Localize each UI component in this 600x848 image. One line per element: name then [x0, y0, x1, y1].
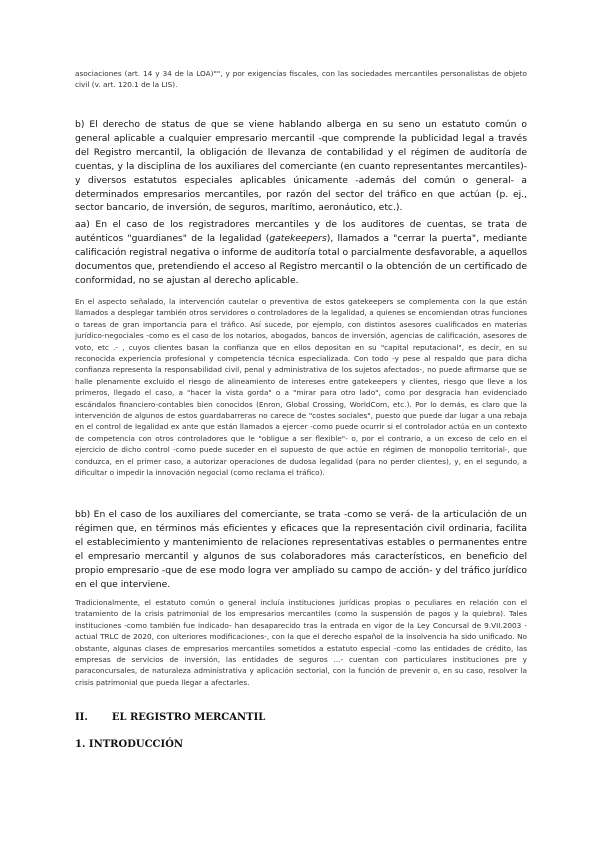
section-heading-number: II. [75, 712, 88, 723]
paragraph-note-gatekeepers: En el aspecto señalado, la intervención cautelar o preventiva de estos gatekeepers se complementa con la que están llamados a desplegar también otros servidores o controladores de la legalidad, a quienes se encomiendan otras funciones o tareas de gran importancia para el tráfico. Así sucede, por ejemplo, con distintos asesores cualificados en materias jurídico-negociales -como es el caso de los notarios, abogados, bancos de inversión, agencias de calificación, asesores de voto, etc .- , cuyos clientes basan la confianza que en ellos depositan en su "capital reputacional", es decir, en su reconocida experiencia profesional y competencia técnica especializada. Con todo -y pese al respaldo que para dicha confianza representa la responsabilidad civil, penal y administrativa de los sujetos afectados-, no puede afirmarse que se halle plenamente excluido el riesgo de alineamiento de intereses entre gatekeepers y clientes, riesgo que lleve a los primeros, llegado el caso, a "hacer la vista gorda" o a "mirar para otro lado", como por desgracia han evidenciado escándalos financiero-contables bien conocidos (Enron, Global Crossing, WorldCom, etc.). Por lo demás, es claro que la intervención de algunos de estos guardabarreras no carece de "costes sociales", puesto que puede dar lugar a una rebaja en el control de legalidad ex ante que están llamados a ejercer -como puede ocurrir si el controlador actúa en un contexto de competencia con otros controladores que le "obligue a ser flexible"- o, por el contrario, a un exceso de celo en el ejercicio de dicho control -como puede suceder en el supuesto de que actúe en régimen de monopolio territorial-, que conduzca, en el primer caso, a autorizar operaciones de dudosa legalidad (para no perder clientes), y, en el segundo, a dificultar o impedir la innovación negocial (como reclama el tráfico). [75, 297, 527, 478]
paragraph-continuation: asociaciones (art. 14 y 34 de la LOA)"", y por exigencias fiscales, con las sociedades mercantiles personalistas de objeto civil (v. art. 120.1 de la LIS). [75, 69, 527, 90]
paragraph-bb: bb) En el caso de los auxiliares del comerciante, se trata -como se verá- de la articulación de un régimen que, en términos más eficientes y eficaces que la representación civil ordinaria, facilita el establecimiento y mantenimiento de relaciones representativas estables o permanentes entre el empresario mercantil y algunos de sus colaboradores más característicos, en beneficio del propio empresario -que de ese modo logra ver ampliado su campo de acción- y del tráfico jurídico en el que interviene. [75, 509, 527, 590]
section-heading-title: EL REGISTRO MERCANTIL [111, 712, 266, 723]
paragraph-aa [75, 218, 527, 288]
paragraph-aa-text-2: ), llamados a "cerrar la puerta", mediante calificación registral negativa o informe de auditoría total o parcialmente desfavorable, a aquellos documentos que, pretendiendo el acceso al Registro mercantil o la obtención de un certificado de conformidad, no se ajustan al derecho aplicable. [75, 232, 527, 286]
paragraph-aa-emphasis: gatekeepers [269, 232, 327, 244]
subsection-heading: 1. INTRODUCCIÓN [75, 739, 184, 750]
section-heading [75, 712, 265, 723]
paragraph-note-insolvency: Tradicionalmente, el estatuto común o general incluía instituciones jurídicas propias o peculiares en relación con el tratamiento de la crisis patrimonial de los empresarios mercantiles (como la suspensión de pagos y la quiebra). Tales instituciones -como también fue indicado- han desaparecido tras la entrada en vigor de la Ley Concursal de 9.VII.2003 -actual TRLC de 2020, con ulteriores modificaciones-, con la que el derecho español de la insolvencia ha sido unificado. No obstante, algunas clases de empresarios mercantiles sometidos a estatuto especial -como las entidades de crédito, las empresas de servicios de inversión, las entidades de seguros ...- cuentan con particulares instituciones pre y paraconcursales, de naturaleza administrativa y aplicación sectorial, con la función de prevenir o, en su caso, resolver la crisis patrimonial que pueda llegar a afectarles. [75, 598, 527, 687]
paragraph-aa-text-1: aa) En el caso de los registradores mercantiles y de los auditores de cuentas, se trata de auténticos "guardianes" de la legalidad ( [75, 219, 527, 244]
paragraph-b: b) El derecho de status de que se viene hablando alberga en su seno un estatuto común o general aplicable a cualquier empresario mercantil -que comprende la publicidad legal a través del Registro mercantil, la obligación de llevanza de contabilidad y el régimen de auditoría de cuentas, y la disciplina de los auxiliares del comerciante (en cuanto representantes mercantiles)- y diversos estatutos especiales aplicables únicamente -además del común o general- a determinados empresarios mercantiles, por razón del sector del tráfico en que actúan (p. ej., sector bancario, de inversión, de seguros, marítimo, aeronáutico, etc.). [75, 119, 527, 214]
